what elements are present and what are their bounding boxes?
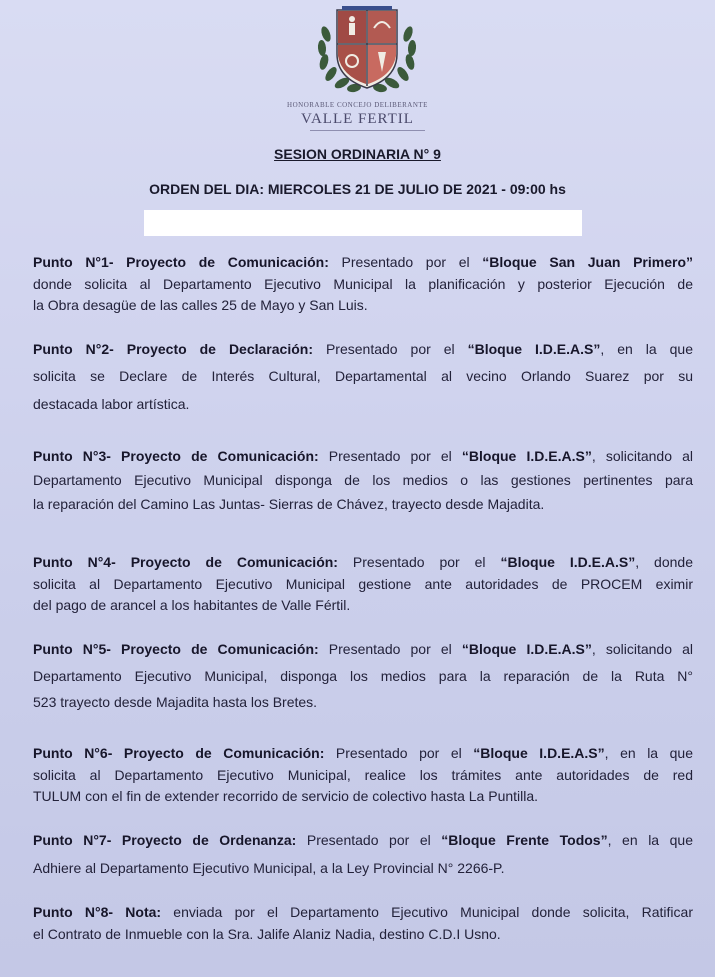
item-label: Punto N°5- Proyecto de Comunicación: — [33, 641, 319, 657]
agenda-item-4 — [33, 552, 693, 617]
agenda-item-3 — [33, 444, 693, 516]
session-title: SESION ORDINARIA N° 9 — [274, 146, 441, 162]
item-text: el Contrato de Inmueble con la Sra. Jalife Alaniz Nadia, destino C.D.I Usno. — [33, 925, 501, 942]
item-bloc: “Bloque I.D.E.A.S” — [500, 554, 636, 570]
item-text: Presentado por el — [324, 745, 474, 761]
header-divider — [310, 130, 425, 131]
item-text: destacada labor artística. — [33, 395, 190, 412]
item-label: Punto N°2- Proyecto de Declaración: — [33, 341, 313, 357]
item-bloc: “Bloque I.D.E.A.S” — [467, 341, 601, 357]
item-label: Punto N°1- Proyecto de Comunicación: — [33, 254, 329, 270]
item-label: Punto N°8- Nota: — [33, 904, 162, 920]
council-name: VALLE FERTIL — [301, 111, 414, 127]
council-crest-logo — [312, 6, 422, 98]
item-text: Departamento Ejecutivo Municipal disponga de los medios o las gestiones pertinentes para — [33, 472, 693, 489]
item-text: del pago de arancel a los habitantes de Valle Fértil. — [33, 597, 351, 614]
redaction-box — [144, 210, 582, 236]
item-text: TULUM con el fin de extender recorrido de servicio de colectivo hasta La Puntilla. — [33, 788, 539, 805]
agenda-item-7 — [33, 826, 693, 882]
item-text: Presentado por el — [312, 341, 468, 357]
agenda-item-5 — [33, 636, 693, 716]
item-bloc: “Bloque San Juan Primero” — [482, 254, 693, 270]
item-text: , en la que — [604, 745, 693, 761]
item-text: , en la que — [607, 832, 694, 848]
item-text: , solicitando al — [591, 448, 694, 464]
item-text: solicita al Departamento Ejecutivo Municipal gestione ante autoridades de PROCEM eximir — [33, 575, 693, 592]
item-label: Punto N°7- Proyecto de Ordenanza: — [33, 832, 297, 848]
item-text: Presentado por el — [328, 254, 483, 270]
item-bloc: “Bloque I.D.E.A.S” — [461, 448, 592, 464]
agenda-item-2 — [33, 336, 693, 418]
agenda-title: ORDEN DEL DIA: MIERCOLES 21 DE JULIO DE 2021 - 09:00 hs — [149, 181, 566, 197]
agenda-item-6 — [33, 743, 693, 808]
item-text: solicita se Declare de Interés Cultural, Departamental al vecino Orlando Suarez por su — [33, 368, 693, 385]
item-text: Presentado por el — [296, 832, 442, 848]
item-bloc: “Bloque I.D.E.A.S” — [473, 745, 605, 761]
item-text: enviada por el Departamento Ejecutivo Municipal donde solicita, Ratificar — [161, 904, 693, 920]
item-text: , solicitando al — [591, 641, 694, 657]
council-subtitle: HONORABLE CONCEJO DELIBERANTE — [287, 101, 428, 109]
item-text: Departamento Ejecutivo Municipal, disponga los medios para la reparación de la Ruta N° — [33, 667, 693, 684]
item-text: , en la que — [600, 341, 694, 357]
item-text: la reparación del Camino Las Juntas- Sierras de Chávez, trayecto desde Majadita. — [33, 496, 545, 513]
item-text: Presentado por el — [318, 641, 462, 657]
item-bloc: “Bloque I.D.E.A.S” — [461, 641, 592, 657]
item-label: Punto N°3- Proyecto de Comunicación: — [33, 448, 319, 464]
item-bloc: “Bloque Frente Todos” — [441, 832, 608, 848]
item-text: Adhiere al Departamento Ejecutivo Municipal, a la Ley Provincial N° 2266-P. — [33, 860, 505, 876]
item-label: Punto N°6- Proyecto de Comunicación: — [33, 745, 325, 761]
item-text: solicita al Departamento Ejecutivo Municipal, realice los trámites ante autoridades de red — [33, 766, 693, 783]
item-text: , donde — [635, 554, 693, 570]
item-text: Presentado por el — [318, 448, 462, 464]
item-text: donde solicita al Departamento Ejecutivo Municipal la planificación y posterior Ejecución de — [33, 275, 693, 292]
item-label: Punto N°4- Proyecto de Comunicación: — [33, 554, 338, 570]
item-text: Presentado por el — [337, 554, 501, 570]
item-text: la Obra desagüe de las calles 25 de Mayo y San Luis. — [33, 297, 368, 314]
agenda-item-1 — [33, 252, 693, 317]
agenda-item-8 — [33, 902, 693, 945]
item-text: 523 trayecto desde Majadita hasta los Bretes. — [33, 694, 318, 711]
